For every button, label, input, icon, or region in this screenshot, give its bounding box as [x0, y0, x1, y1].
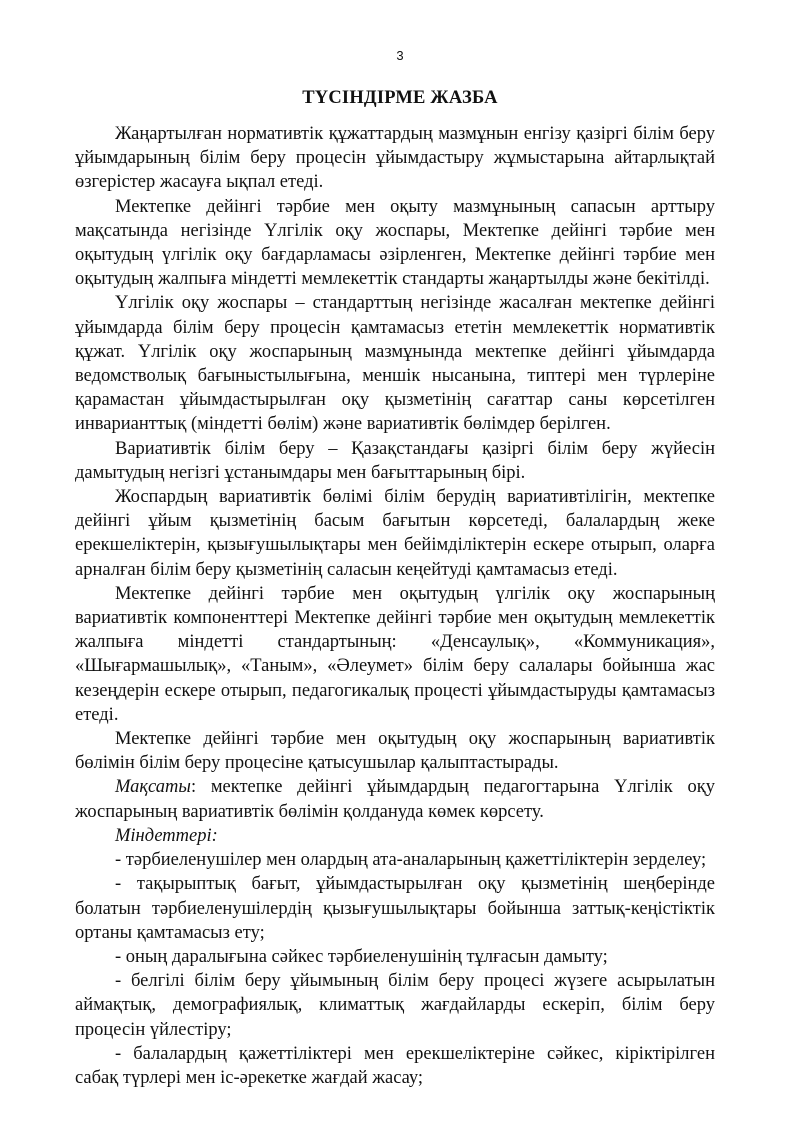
document-title: ТҮСІНДІРМЕ ЖАЗБА [302, 88, 498, 108]
paragraph: Мектепке дейінгі тәрбие мен оқытудың оқу жоспарының вариативтік бөлімін білім беру процесіне қатысушылар қалыптастырады. [75, 729, 715, 774]
task-item: - балалардың қажеттіліктері мен ерекшеліктеріне сәйкес, кіріктірілген сабақ түрлері мен іс-әрекетке жағдай жасау; [75, 1043, 715, 1088]
task-item: - тақырыптық бағыт, ұйымдастырылған оқу қызметінің шеңберінде болатын тәрбиеленушілердің қызығушылықтары бойынша заттық-кеңістіктік ортаны қамтамасыз ету; [75, 874, 715, 943]
paragraph: Жаңартылған нормативтік құжаттардың мазмұнын енгізу қазіргі білім беру ұйымдарының білім беру процесін ұйымдастыру жұмыстарына айтарлықтай өзгерістер жасауға ықпал етеді. [75, 124, 715, 193]
tasks-label: Міндеттері: [115, 825, 218, 846]
paragraph: Вариативтік білім беру – Қазақстандағы қазіргі білім беру жүйесін дамытудың негізгі ұстанымдары мен бағыттарының бірі. [75, 438, 715, 483]
paragraph: Жоспардың вариативтік бөлімі білім берудің вариативтілігін, мектепке дейінгі ұйым қызметінің басым бағытын көрсетеді, балалардың жеке ерекшеліктерін, қызығушылықтары мен бейімділіктерін ескере отырып, оларға арналған білім беру қызметінің саласын кеңейтуді қамтамасыз етеді. [75, 487, 715, 580]
task-item: - белгілі білім беру ұйымының білім беру процесі жүзеге асырылатын аймақтық, демографиялық, климаттық жағдайларды ескеріп, білім беру процесін үйлестіру; [75, 971, 715, 1040]
goal-label: Мақсаты [115, 777, 191, 798]
page-number: 3 [396, 48, 404, 63]
task-item: - тәрбиеленушілер мен олардың ата-аналарының қажеттіліктерін зерделеу; [115, 850, 707, 871]
paragraph: Мектепке дейінгі тәрбие мен оқытудың үлгілік оқу жоспарының вариативтік компоненттері Мектепке дейінгі тәрбие мен оқытудың мемлекеттік жалпыға міндетті стандартының: «Денсаулық», «Коммуникация», «Шығармашылық», «Таным», «Әлеумет» білім беру салалары бойынша жас кезеңдерін ескере отырып, педагогикалық процесті ұйымдастыруды қамтамасыз етеді. [75, 583, 715, 725]
paragraph: Мектепке дейінгі тәрбие мен оқыту мазмұнының сапасын арттыру мақсатында негізінде Үлгілік оқу жоспары, Мектепке дейінгі тәрбие мен оқытудың үлгілік оқу бағдарламасы әзірленген, Мектепке дейінгі тәрбие мен оқытудың жалпыға міндетті мемлекеттік стандарты жаңартылды және бекітілді. [75, 196, 715, 290]
document-body [75, 122, 715, 1090]
task-item: - оның даралығына сәйкес тәрбиеленушінің тұлғасын дамыту; [115, 946, 608, 967]
goal-paragraph [75, 775, 715, 823]
paragraph: Үлгілік оқу жоспары – стандарттың негізінде жасалған мектепке дейінгі ұйымдарда білім беру процесін қамтамасыз ететін мемлекеттік нормативтік құжат. Үлгілік оқу жоспарының мазмұнында мектепке дейінгі ұйымдарда ведомстволық бағыныстылығына, меншік нысанына, типтері мен түрлеріне қарамастан ұйымдастырылған оқу қызметінің сағаттар саны көрсетілген инварианттық (міндетті бөлім) және вариативтік бөлімдер берілген. [75, 293, 715, 435]
goal-text: : мектепке дейінгі ұйымдардың педагогтарына Үлгілік оқу жоспарының вариативтік бөлімін қолдануда көмек көрсету. [75, 777, 715, 822]
